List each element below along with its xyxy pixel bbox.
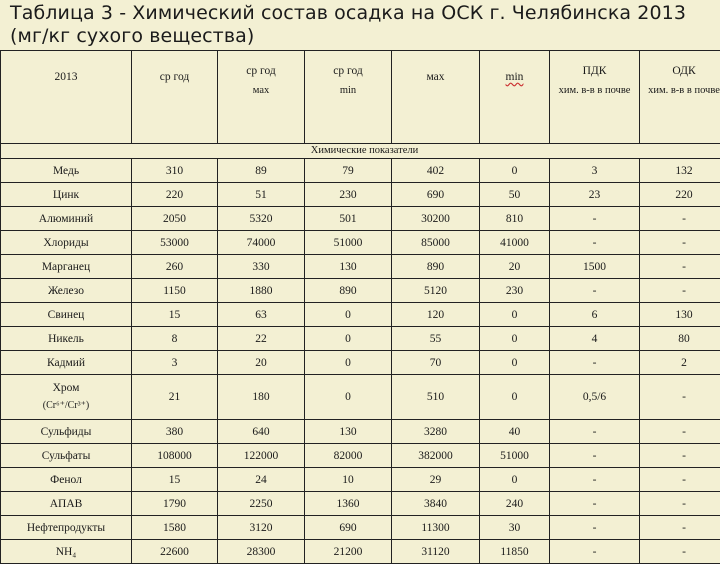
cell-pdk: -	[550, 351, 640, 375]
table-row	[1, 468, 720, 492]
cell-name: Хлориды	[1, 231, 132, 255]
cell-avg-max: 51	[218, 183, 305, 207]
cell-avg: 108000	[132, 444, 218, 468]
cell-odk: 132	[640, 159, 720, 183]
cell-name	[1, 375, 132, 420]
chemical-composition-table	[0, 50, 720, 564]
cell-avg-max: 89	[218, 159, 305, 183]
cell-pdk: 0,5/6	[550, 375, 640, 420]
cell-max: 690	[392, 183, 480, 207]
cell-max: 30200	[392, 207, 480, 231]
header-min-text: min	[506, 71, 524, 83]
cell-avg-min: 0	[305, 327, 392, 351]
table-row	[1, 231, 720, 255]
cell-avg: 220	[132, 183, 218, 207]
header-odk-bottom: хим. в-в в почве	[640, 85, 720, 96]
cell-min: 0	[480, 159, 550, 183]
cell-avg: 15	[132, 303, 218, 327]
cell-avg-min: 690	[305, 516, 392, 540]
cell-odk: -	[640, 279, 720, 303]
cell-pdk: -	[550, 468, 640, 492]
cell-avg-min: 890	[305, 279, 392, 303]
title-line-2: (мг/кг сухого вещества)	[10, 25, 715, 48]
cell-pdk: -	[550, 516, 640, 540]
header-max: мах	[392, 51, 480, 144]
cell-avg-min: 10	[305, 468, 392, 492]
cell-name: Алюминий	[1, 207, 132, 231]
table-row	[1, 444, 720, 468]
cell-avg-max: 22	[218, 327, 305, 351]
cell-pdk: 6	[550, 303, 640, 327]
cell-min: 0	[480, 327, 550, 351]
cell-max: 11300	[392, 516, 480, 540]
cell-min: 810	[480, 207, 550, 231]
cell-name-sub: (Cr⁶⁺/Cr³⁺)	[1, 397, 131, 415]
cell-odk: -	[640, 492, 720, 516]
cell-pdk: 23	[550, 183, 640, 207]
cell-avg-max: 63	[218, 303, 305, 327]
cell-avg-min: 130	[305, 255, 392, 279]
cell-avg-max: 180	[218, 375, 305, 420]
cell-avg-min: 0	[305, 351, 392, 375]
cell-avg: 15	[132, 468, 218, 492]
cell-name: Нефтепродукты	[1, 516, 132, 540]
table-row	[1, 183, 720, 207]
cell-name: Сульфиды	[1, 420, 132, 444]
cell-avg-max: 1880	[218, 279, 305, 303]
cell-avg-min: 79	[305, 159, 392, 183]
cell-avg-max: 5320	[218, 207, 305, 231]
cell-min: 0	[480, 468, 550, 492]
table-row	[1, 159, 720, 183]
cell-avg-max: 20	[218, 351, 305, 375]
cell-avg: 1580	[132, 516, 218, 540]
table-row	[1, 207, 720, 231]
cell-avg: 310	[132, 159, 218, 183]
cell-max: 890	[392, 255, 480, 279]
cell-max: 55	[392, 327, 480, 351]
cell-max: 85000	[392, 231, 480, 255]
cell-pdk: 3	[550, 159, 640, 183]
cell-max: 510	[392, 375, 480, 420]
cell-min: 240	[480, 492, 550, 516]
cell-name: Фенол	[1, 468, 132, 492]
header-year: 2013	[1, 51, 132, 144]
cell-min: 41000	[480, 231, 550, 255]
title-line-1: Таблица 3 - Химический состав осадка на ОСК г. Челябинска 2013	[10, 2, 686, 24]
table-row	[1, 279, 720, 303]
header-pdk-bottom: хим. в-в в почве	[550, 85, 639, 96]
cell-name: Железо	[1, 279, 132, 303]
header-avg: ср год	[132, 51, 218, 144]
cell-name: Медь	[1, 159, 132, 183]
cell-pdk: -	[550, 420, 640, 444]
cell-avg-max: 122000	[218, 444, 305, 468]
cell-pdk: 1500	[550, 255, 640, 279]
table-row	[1, 303, 720, 327]
cell-name: Никель	[1, 327, 132, 351]
header-avg-min-bottom: min	[305, 85, 391, 96]
table-row	[1, 375, 720, 420]
cell-avg-min: 501	[305, 207, 392, 231]
cell-name: NH₄	[1, 540, 132, 564]
cell-avg-max: 28300	[218, 540, 305, 564]
cell-name: Цинк	[1, 183, 132, 207]
cell-name: Свинец	[1, 303, 132, 327]
cell-max: 3280	[392, 420, 480, 444]
cell-odk: -	[640, 444, 720, 468]
header-min	[480, 51, 550, 144]
cell-min: 51000	[480, 444, 550, 468]
header-avg-min	[305, 51, 392, 144]
cell-name: Марганец	[1, 255, 132, 279]
cell-odk: 130	[640, 303, 720, 327]
cell-avg-min: 1360	[305, 492, 392, 516]
cell-avg: 3	[132, 351, 218, 375]
cell-pdk: -	[550, 207, 640, 231]
cell-max: 31120	[392, 540, 480, 564]
section-row	[1, 144, 720, 159]
cell-pdk: -	[550, 279, 640, 303]
cell-avg: 21	[132, 375, 218, 420]
cell-max: 402	[392, 159, 480, 183]
cell-odk: -	[640, 375, 720, 420]
cell-max: 70	[392, 351, 480, 375]
cell-avg-max: 330	[218, 255, 305, 279]
cell-odk: -	[640, 516, 720, 540]
cell-odk: -	[640, 255, 720, 279]
cell-min: 30	[480, 516, 550, 540]
table-row	[1, 420, 720, 444]
cell-avg: 260	[132, 255, 218, 279]
table-row	[1, 327, 720, 351]
cell-pdk: -	[550, 540, 640, 564]
cell-avg: 1790	[132, 492, 218, 516]
cell-odk: -	[640, 468, 720, 492]
cell-avg-max: 24	[218, 468, 305, 492]
cell-avg: 22600	[132, 540, 218, 564]
cell-min: 50	[480, 183, 550, 207]
header-odk-top: ОДК	[672, 65, 695, 77]
cell-avg-max: 640	[218, 420, 305, 444]
header-odk	[640, 51, 720, 144]
cell-avg-min: 130	[305, 420, 392, 444]
cell-max: 120	[392, 303, 480, 327]
table-row	[1, 351, 720, 375]
table-row	[1, 255, 720, 279]
cell-pdk: 4	[550, 327, 640, 351]
cell-odk: 80	[640, 327, 720, 351]
header-avg-max-bottom: мах	[218, 85, 304, 96]
cell-max: 29	[392, 468, 480, 492]
table-row	[1, 540, 720, 564]
cell-name: Кадмий	[1, 351, 132, 375]
cell-avg-min: 82000	[305, 444, 392, 468]
cell-odk: -	[640, 231, 720, 255]
cell-avg-min: 0	[305, 375, 392, 420]
cell-min: 0	[480, 375, 550, 420]
cell-odk: 220	[640, 183, 720, 207]
cell-name: АПАВ	[1, 492, 132, 516]
cell-odk: -	[640, 420, 720, 444]
cell-min: 0	[480, 351, 550, 375]
cell-min: 230	[480, 279, 550, 303]
cell-pdk: -	[550, 492, 640, 516]
cell-avg-min: 230	[305, 183, 392, 207]
cell-avg: 8	[132, 327, 218, 351]
table-row	[1, 492, 720, 516]
cell-odk: -	[640, 540, 720, 564]
cell-avg: 2050	[132, 207, 218, 231]
cell-avg-min: 21200	[305, 540, 392, 564]
cell-avg: 1150	[132, 279, 218, 303]
page-title	[10, 2, 715, 48]
cell-max: 382000	[392, 444, 480, 468]
cell-pdk: -	[550, 444, 640, 468]
header-avg-max-top: ср год	[246, 65, 275, 77]
header-pdk-top: ПДК	[583, 65, 607, 77]
cell-avg-max: 74000	[218, 231, 305, 255]
cell-pdk: -	[550, 231, 640, 255]
table-body	[1, 144, 720, 564]
cell-min: 11850	[480, 540, 550, 564]
cell-avg-max: 2250	[218, 492, 305, 516]
cell-min: 20	[480, 255, 550, 279]
header-avg-min-top: ср год	[333, 65, 362, 77]
table-header-row	[1, 51, 720, 144]
cell-odk: 2	[640, 351, 720, 375]
header-avg-max	[218, 51, 305, 144]
cell-avg-max: 3120	[218, 516, 305, 540]
cell-name: Сульфаты	[1, 444, 132, 468]
section-label: Химические показатели	[1, 144, 720, 159]
header-pdk	[550, 51, 640, 144]
cell-avg: 53000	[132, 231, 218, 255]
cell-min: 40	[480, 420, 550, 444]
cell-min: 0	[480, 303, 550, 327]
cell-odk: -	[640, 207, 720, 231]
cell-avg-min: 0	[305, 303, 392, 327]
cell-max: 5120	[392, 279, 480, 303]
cell-avg: 380	[132, 420, 218, 444]
cell-max: 3840	[392, 492, 480, 516]
cell-avg-min: 51000	[305, 231, 392, 255]
cell-name-main: Хром	[1, 379, 131, 397]
table-row	[1, 516, 720, 540]
